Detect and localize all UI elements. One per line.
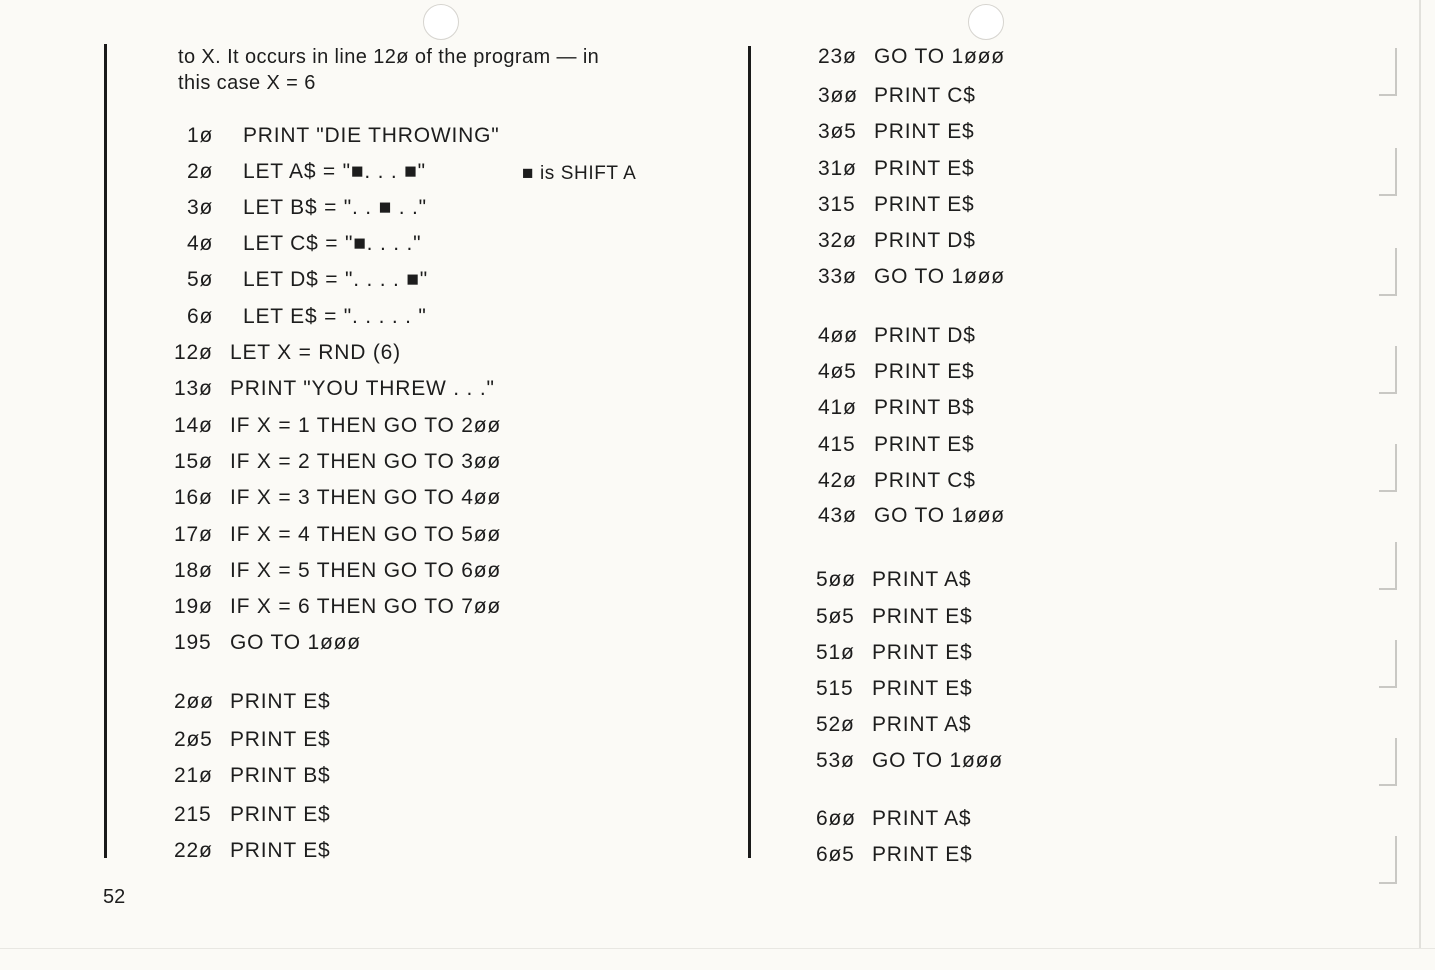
program-line — [818, 324, 976, 348]
line-number: 3ø — [187, 196, 214, 219]
program-line — [187, 196, 427, 220]
line-code: IF X = 6 THEN GO TO 7øø — [230, 595, 502, 618]
program-line — [187, 268, 428, 292]
line-number: 42ø — [818, 469, 857, 492]
program-line — [187, 232, 421, 256]
intro-paragraph — [178, 44, 599, 96]
line-number: 3ø5 — [818, 120, 857, 143]
line-number: 6ø — [187, 305, 214, 328]
index-tab — [1379, 346, 1397, 394]
program-line — [174, 803, 331, 827]
line-code: PRINT E$ — [230, 690, 331, 713]
line-code: IF X = 5 THEN GO TO 6øø — [230, 559, 502, 582]
line-number: 15ø — [174, 450, 213, 473]
line-code: PRINT C$ — [874, 469, 976, 492]
line-number: 22ø — [174, 839, 213, 862]
program-line — [174, 690, 331, 714]
line-number: 5ø — [187, 268, 214, 291]
program-line — [818, 84, 976, 108]
line-number: 53ø — [816, 749, 855, 772]
line-number: 5øø — [816, 568, 856, 591]
line-code: PRINT D$ — [874, 324, 976, 347]
program-line — [816, 641, 973, 665]
line-code: PRINT "DIE THROWING" — [243, 124, 500, 147]
index-tab — [1379, 738, 1397, 786]
line-code: LET A$ = "■. . . ■" — [243, 160, 426, 183]
line-code: PRINT "YOU THREW . . ." — [230, 377, 495, 400]
line-number: 33ø — [818, 265, 857, 288]
program-line — [818, 265, 1005, 289]
page-number: 52 — [103, 886, 126, 908]
program-line — [818, 157, 975, 181]
page-bottom-edge — [0, 948, 1435, 949]
program-line — [816, 605, 973, 629]
line-number: 2ø5 — [174, 728, 213, 751]
program-line — [818, 360, 975, 384]
program-line — [816, 713, 971, 737]
line-code: PRINT E$ — [874, 193, 975, 216]
program-line — [174, 728, 331, 752]
line-number: 4ø5 — [818, 360, 857, 383]
intro-line-1: to X. It occurs in line 12ø of the program — in — [178, 46, 600, 68]
line-number: 1ø — [187, 124, 214, 147]
line-code: PRINT E$ — [874, 433, 975, 456]
program-line — [816, 807, 971, 831]
binder-hole-right — [968, 4, 1004, 40]
line-code: PRINT E$ — [874, 120, 975, 143]
program-line — [174, 839, 331, 863]
line-number: 4øø — [818, 324, 858, 347]
line-number: 23ø — [818, 45, 857, 68]
program-line — [818, 229, 976, 253]
line-number: 31ø — [818, 157, 857, 180]
program-line — [174, 631, 361, 655]
line-code: GO TO 1øøø — [874, 265, 1005, 288]
line-number: 4ø — [187, 232, 214, 255]
line-number: 13ø — [174, 377, 213, 400]
line-number: 6øø — [816, 807, 856, 830]
line-number: 21ø — [174, 764, 213, 787]
page-edge — [1419, 0, 1421, 948]
line-code: LET D$ = ". . . . ■" — [243, 268, 429, 291]
program-line — [174, 486, 501, 510]
line-number: 51ø — [816, 641, 855, 664]
index-tab — [1379, 248, 1397, 296]
program-line — [174, 595, 501, 619]
line-code: LET E$ = ". . . . . " — [243, 305, 427, 328]
index-tab — [1379, 48, 1397, 96]
index-tab — [1379, 148, 1397, 196]
line-code: PRINT A$ — [872, 807, 972, 830]
line-code: IF X = 3 THEN GO TO 4øø — [230, 486, 502, 509]
program-line — [174, 559, 501, 583]
program-line — [174, 377, 495, 401]
program-line — [174, 450, 501, 474]
program-line — [818, 193, 975, 217]
line-code: PRINT E$ — [874, 157, 975, 180]
program-line — [187, 124, 499, 148]
line-code: GO TO 1øøø — [872, 749, 1003, 772]
index-tab — [1379, 836, 1397, 884]
line-number: 43ø — [818, 504, 857, 527]
line-number: 41ø — [818, 396, 857, 419]
program-line — [816, 677, 973, 701]
line-code: PRINT E$ — [230, 839, 331, 862]
line-code: GO TO 1øøø — [874, 45, 1005, 68]
binder-hole-left — [423, 4, 459, 40]
program-line — [818, 504, 1005, 528]
line-code: PRINT E$ — [874, 360, 975, 383]
left-column-rule — [104, 44, 107, 858]
line-number: 17ø — [174, 523, 213, 546]
line-code: IF X = 1 THEN GO TO 2øø — [230, 414, 502, 437]
line-number: 32ø — [818, 229, 857, 252]
line-code: PRINT C$ — [874, 84, 976, 107]
line-number: 2øø — [174, 690, 214, 713]
line-code: LET C$ = "■. . . ." — [243, 232, 422, 255]
program-line — [818, 120, 975, 144]
line-number: 415 — [818, 433, 856, 456]
program-line — [174, 414, 501, 438]
line-code: PRINT A$ — [872, 568, 972, 591]
line-code: GO TO 1øøø — [874, 504, 1005, 527]
program-line — [818, 396, 975, 420]
line-code: PRINT E$ — [872, 605, 973, 628]
line-number: 5ø5 — [816, 605, 855, 628]
program-line — [818, 433, 975, 457]
line-code: PRINT E$ — [230, 803, 331, 826]
program-line — [818, 469, 976, 493]
line-code: PRINT B$ — [230, 764, 331, 787]
line-number: 2ø — [187, 160, 214, 183]
program-line — [187, 160, 426, 184]
line-code: PRINT E$ — [872, 843, 973, 866]
line-number: 52ø — [816, 713, 855, 736]
line-number: 3øø — [818, 84, 858, 107]
program-line — [816, 749, 1003, 773]
line-code: IF X = 2 THEN GO TO 3øø — [230, 450, 502, 473]
line-code: PRINT E$ — [230, 728, 331, 751]
program-line — [818, 45, 1005, 69]
line-code: PRINT E$ — [872, 641, 973, 664]
line-code: PRINT D$ — [874, 229, 976, 252]
program-line — [816, 568, 971, 592]
program-line — [816, 843, 973, 867]
line-number: 215 — [174, 803, 212, 826]
program-line — [174, 523, 501, 547]
line-number: 195 — [174, 631, 212, 654]
line-code: PRINT E$ — [872, 677, 973, 700]
line-code: GO TO 1øøø — [230, 631, 361, 654]
line-code: PRINT B$ — [874, 396, 975, 419]
line-number: 19ø — [174, 595, 213, 618]
line-number: 16ø — [174, 486, 213, 509]
program-line — [174, 764, 331, 788]
index-tab — [1379, 444, 1397, 492]
line-number: 315 — [818, 193, 856, 216]
line-code: LET X = RND (6) — [230, 341, 401, 364]
program-line — [187, 305, 427, 329]
line-code: LET B$ = ". . ■ . ." — [243, 196, 427, 219]
index-tab — [1379, 640, 1397, 688]
program-line — [174, 341, 401, 365]
index-tab — [1379, 542, 1397, 590]
line-number: 6ø5 — [816, 843, 855, 866]
line-code: PRINT A$ — [872, 713, 972, 736]
line-number: 515 — [816, 677, 854, 700]
intro-line-2: this case X = 6 — [178, 72, 316, 94]
right-column-rule — [748, 46, 751, 858]
line-number: 18ø — [174, 559, 213, 582]
shift-a-note: ■ is SHIFT A — [522, 163, 637, 184]
line-code: IF X = 4 THEN GO TO 5øø — [230, 523, 502, 546]
line-number: 14ø — [174, 414, 213, 437]
line-number: 12ø — [174, 341, 213, 364]
